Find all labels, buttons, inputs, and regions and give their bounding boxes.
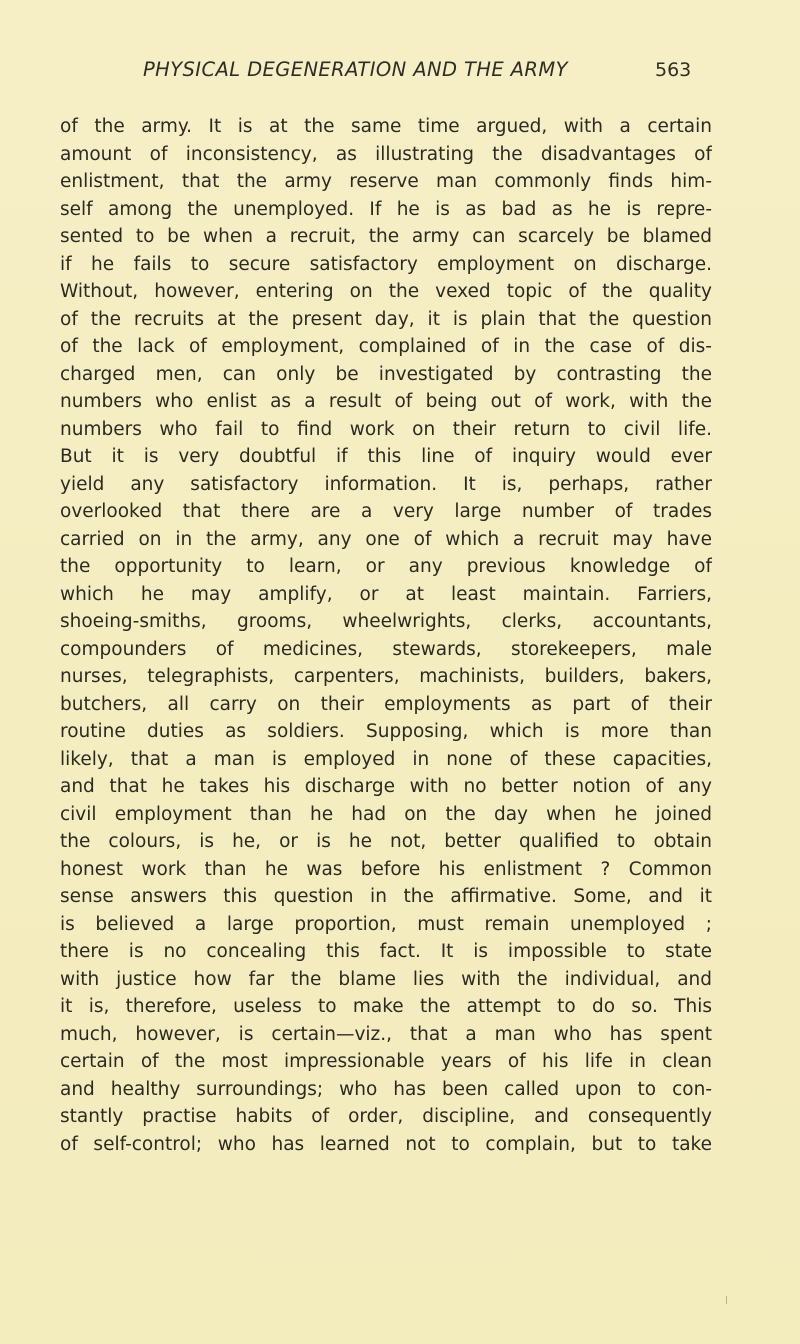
text-line: there is no concealing this fact. It is impossible to state <box>60 941 712 962</box>
text-line: with justice how far the blame lies with the individual, and <box>60 968 712 990</box>
text-line: butchers, all carry on their employments as part of their <box>60 693 712 715</box>
text-line: overlooked that there are a very large number of trades <box>60 501 712 522</box>
text-line: self among the unemployed. If he is as bad as he is repre- <box>60 198 712 220</box>
text-line: it is, therefore, useless to make the attempt to do so. This <box>60 996 712 1017</box>
text-line: yield any satisfactory information. It is, perhaps, rather <box>60 473 712 495</box>
body-paragraph <box>60 113 712 1158</box>
text-line: compounders of medicines, stewards, storekeepers, male <box>60 638 712 660</box>
text-line: which he may amplify, or at least maintain. Farriers, <box>60 583 712 605</box>
running-head <box>0 58 800 88</box>
text-line: of self-control; who has learned not to complain, but to take <box>60 1133 712 1155</box>
text-line: routine duties as soldiers. Supposing, which is more than <box>60 721 712 742</box>
text-line: of the recruits at the present day, it is plain that the question <box>60 308 712 330</box>
text-line: and healthy surroundings; who has been called upon to con- <box>60 1078 712 1100</box>
text-line: of the lack of employment, complained of in the case of dis- <box>60 336 712 357</box>
text-line: of the army. It is at the same time argued, with a certain <box>60 116 712 137</box>
text-line: stantly practise habits of order, discipline, and consequently <box>60 1106 712 1127</box>
text-line: certain of the most impressionable years of his life in clean <box>60 1051 712 1072</box>
text-line: if he fails to secure satisfactory employment on discharge. <box>60 253 712 275</box>
text-line: honest work than he was before his enlistment ? Common <box>60 858 712 880</box>
text-line: is believed a large proportion, must remain unemployed ; <box>60 913 712 935</box>
text-line: carried on in the army, any one of which a recruit may have <box>60 528 712 550</box>
text-line: civil employment than he had on the day when he joined <box>60 803 712 825</box>
text-line: sented to be when a recruit, the army can scarcely be blamed <box>60 226 712 247</box>
margin-mark <box>726 1296 727 1304</box>
text-line: numbers who fail to find work on their return to civil life. <box>60 418 712 440</box>
text-line: amount of inconsistency, as illustrating the disadvantages of <box>60 143 712 165</box>
text-line: and that he takes his discharge with no better notion of any <box>60 776 712 797</box>
text-line: much, however, is certain—viz., that a man who has spent <box>60 1023 712 1045</box>
page-number: 563 <box>655 59 692 81</box>
text-line: numbers who enlist as a result of being out of work, with the <box>60 391 712 412</box>
text-line: enlistment, that the army reserve man commonly finds him- <box>60 171 712 192</box>
text-line: charged men, can only be investigated by contrasting the <box>60 363 712 385</box>
text-line: shoeing-smiths, grooms, wheelwrights, clerks, accountants, <box>60 611 712 632</box>
text-line: nurses, telegraphists, carpenters, machinists, builders, bakers, <box>60 666 712 687</box>
text-line: the opportunity to learn, or any previous knowledge of <box>60 556 712 577</box>
running-title: PHYSICAL DEGENERATION AND THE ARMY <box>143 58 568 81</box>
text-line: the colours, is he, or is he not, better qualified to obtain <box>60 831 712 852</box>
text-line: likely, that a man is employed in none of these capacities, <box>60 748 712 770</box>
text-line: sense answers this question in the affirmative. Some, and it <box>60 886 712 907</box>
text-line: But it is very doubtful if this line of inquiry would ever <box>60 446 712 467</box>
text-line: Without, however, entering on the vexed topic of the quality <box>60 281 712 302</box>
